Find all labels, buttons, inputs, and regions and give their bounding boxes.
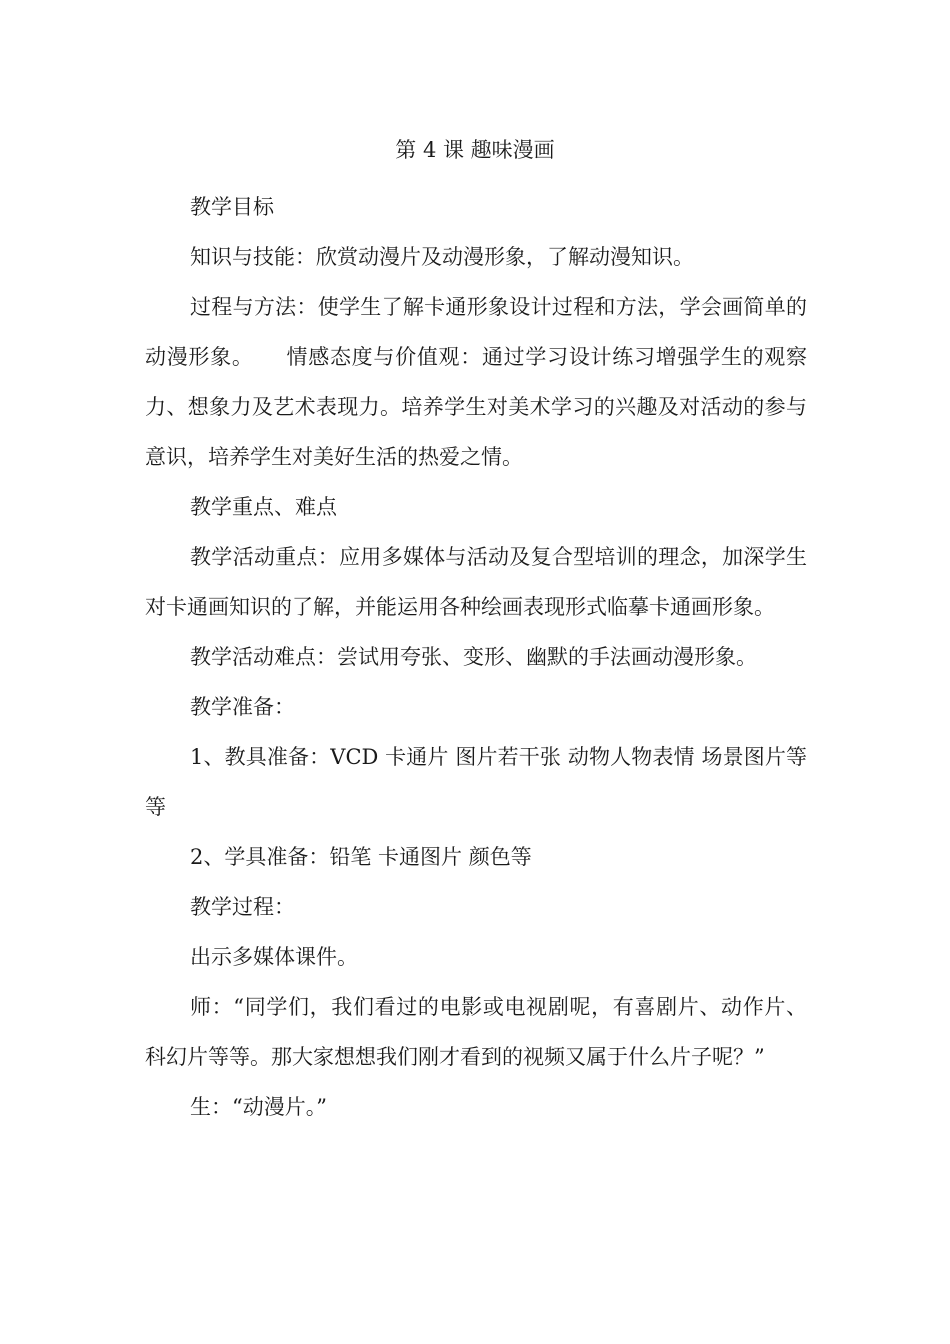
paragraph-difficult-point: 教学活动难点：尝试用夸张、变形、幽默的手法画动漫形象。 [190,645,757,669]
paragraph-student-materials: 2、学具准备：铅笔 卡通图片 颜色等 [190,845,532,869]
paragraph-process-methods: 过程与方法：使学生了解卡通形象设计过程和方法，学会画简单的动漫形象。 情感态度与价值观：通过学习设计练习增强学生的观察力、想象力及艺术表现力。培养学生对美术学习的兴趣及对活动的参与意识，培养学生对美好生活的热爱之情。 [145,295,807,469]
document-body [145,182,807,1132]
paragraph-key-point: 教学活动重点：应用多媒体与活动及复合型培训的理念，加深学生对卡通画知识的了解，并能运用各种绘画表现形式临摹卡通画形象。 [145,545,807,619]
heading-preparation: 教学准备： [190,695,295,719]
heading-teaching-process: 教学过程： [190,895,295,919]
lesson-title: 第 4 课 趣味漫画 [395,138,555,162]
paragraph-knowledge-skills: 知识与技能：欣赏动漫片及动漫形象，了解动漫知识。 [190,245,694,269]
heading-teaching-goals: 教学目标 [190,195,274,219]
heading-key-points: 教学重点、难点 [190,495,337,519]
paragraph-show-courseware: 出示多媒体课件。 [190,945,358,969]
paragraph-teacher-materials: 1、教具准备：VCD 卡通片 图片若干张 动物人物表情 场景图片等等 [145,745,807,819]
paragraph-student-dialogue: 生：“动漫片。” [190,1095,327,1119]
paragraph-teacher-dialogue: 师：“同学们，我们看过的电影或电视剧呢，有喜剧片、动作片、科幻片等等。那大家想想我们刚才看到的视频又属于什么片子呢？” [145,995,807,1069]
